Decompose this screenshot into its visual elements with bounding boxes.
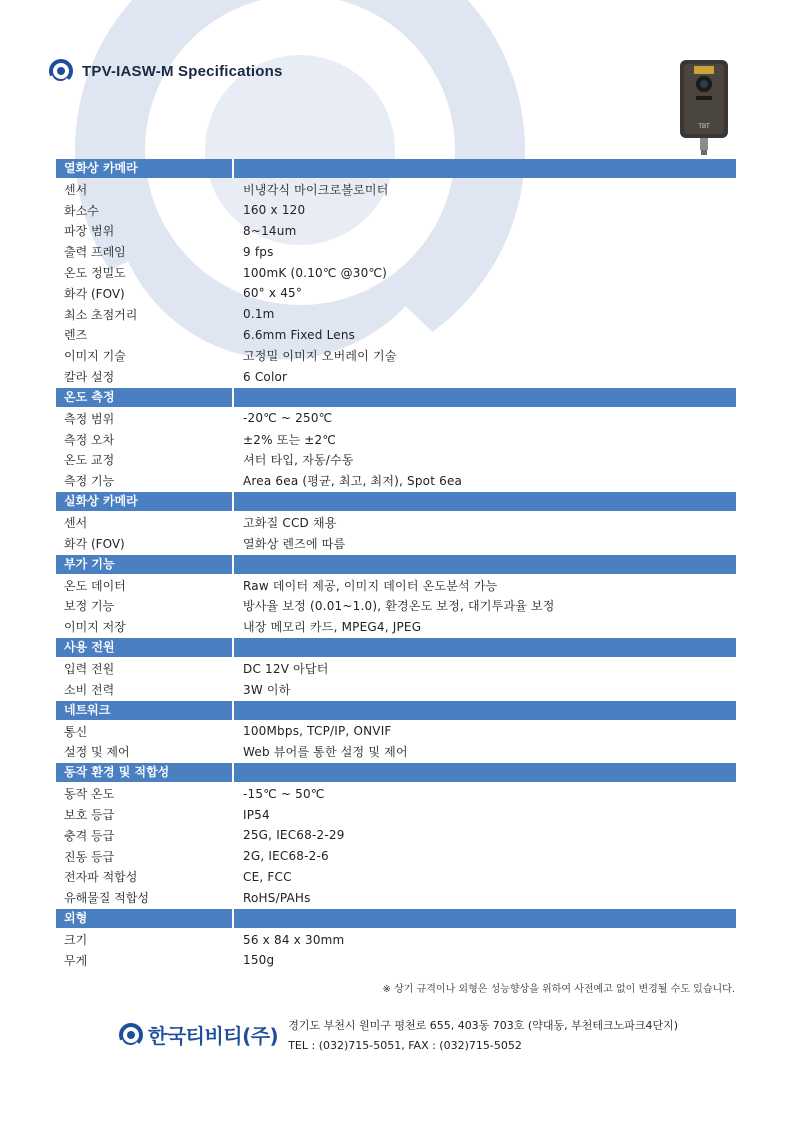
company-name: 한국티비티(주) (148, 1024, 279, 1048)
section-title: 사용 전원 (56, 638, 234, 657)
spec-row (56, 950, 736, 971)
company-address: 경기도 부천시 원미구 평천로 655, 403동 703호 (약대동, 부천테크노파크4단지) (288, 1019, 679, 1032)
section-header-fill (234, 492, 736, 511)
spec-value: Raw 데이터 제공, 이미지 데이터 온도분석 가능 (243, 578, 498, 593)
spec-row (56, 366, 736, 387)
spec-row (56, 450, 736, 471)
company-phone-fax: TEL : (032)715-5051, FAX : (032)715-5052 (288, 1039, 522, 1052)
section-header-fill (234, 388, 736, 407)
section-header-fill (234, 701, 736, 720)
page-header (48, 58, 283, 84)
spec-label: 렌즈 (64, 328, 88, 343)
camera-product-image (674, 58, 734, 158)
spec-label: 온도 데이터 (64, 578, 126, 593)
spec-label: 이미지 기술 (64, 349, 126, 364)
section-header (56, 159, 736, 178)
spec-row (56, 596, 736, 617)
spec-row (56, 846, 736, 867)
spec-label: 화각 (FOV) (64, 536, 125, 551)
spec-value: 9 fps (243, 244, 274, 259)
spec-value: 100Mbps, TCP/IP, ONVIF (243, 724, 392, 739)
section-header-fill (234, 763, 736, 782)
spec-label: 최소 초점거리 (64, 307, 138, 322)
spec-value: 100mK (0.10℃ @30℃) (243, 265, 387, 280)
spec-label: 보정 기능 (64, 599, 115, 614)
section-title: 동작 환경 및 적합성 (56, 763, 234, 782)
spec-label: 이미지 저장 (64, 620, 126, 635)
spec-row (56, 679, 736, 700)
section-header (56, 388, 736, 407)
company-logo-icon (48, 58, 74, 84)
page-title: TPV-IASW-M Specifications (82, 62, 283, 80)
section-title: 외형 (56, 909, 234, 928)
spec-value: -20℃ ~ 250℃ (243, 411, 333, 426)
spec-value: 내장 메모리 카드, MPEG4, JPEG (243, 620, 422, 635)
spec-value: 열화상 렌즈에 따름 (243, 536, 346, 551)
spec-label: 무게 (64, 953, 88, 968)
spec-label: 칼라 설정 (64, 370, 115, 385)
spec-value: 25G, IEC68-2-29 (243, 828, 345, 843)
section-header-fill (234, 159, 736, 178)
spec-value: 비냉각식 마이크로볼로미터 (243, 182, 389, 197)
section-header-fill (234, 638, 736, 657)
spec-row (56, 575, 736, 596)
spec-row (56, 179, 736, 200)
spec-value: CE, FCC (243, 869, 292, 884)
spec-label: 측정 범위 (64, 411, 115, 426)
spec-row (56, 512, 736, 533)
spec-label: 센서 (64, 516, 88, 531)
section-title: 열화상 카메라 (56, 159, 234, 178)
spec-row (56, 616, 736, 637)
spec-label: 화소수 (64, 203, 99, 218)
spec-label: 크기 (64, 933, 88, 947)
spec-label: 유해물질 적합성 (64, 891, 149, 906)
section-header (56, 638, 736, 657)
spec-label: 통신 (64, 724, 88, 739)
footer-company-logo (118, 1020, 278, 1049)
spec-value: 8~14um (243, 223, 297, 238)
spec-label: 온도 교정 (64, 453, 115, 468)
spec-row (56, 929, 736, 950)
section-title: 실화상 카메라 (56, 492, 234, 511)
spec-value: 고정밀 이미지 오버레이 기술 (243, 349, 397, 364)
spec-value: 0.1m (243, 307, 275, 322)
spec-label: 파장 범위 (64, 224, 115, 239)
spec-value: 6 Color (243, 369, 288, 384)
page-footer (118, 1016, 678, 1056)
spec-row (56, 200, 736, 221)
spec-value: 160 x 120 (243, 203, 306, 218)
spec-value: ±2% 또는 ±2℃ (243, 432, 337, 447)
spec-label: 전자파 적합성 (64, 870, 138, 885)
spec-row (56, 262, 736, 283)
spec-value: 셔터 타입, 자동/수동 (243, 453, 354, 468)
spec-row (56, 470, 736, 491)
spec-label: 측정 오차 (64, 432, 115, 447)
spec-label: 동작 온도 (64, 787, 115, 802)
spec-value: 방사율 보정 (0.01~1.0), 환경온도 보정, 대기투과율 보정 (243, 599, 555, 614)
spec-row (56, 221, 736, 242)
spec-row (56, 408, 736, 429)
spec-label: 입력 전원 (64, 662, 115, 677)
spec-label: 충격 등급 (64, 828, 115, 843)
spec-row (56, 533, 736, 554)
spec-label: 측정 기능 (64, 474, 115, 489)
spec-label: 센서 (64, 182, 88, 197)
spec-value: 150g (243, 953, 275, 968)
section-header-fill (234, 909, 736, 928)
spec-label: 설정 및 제어 (64, 745, 130, 760)
spec-value: DC 12V 아답터 (243, 662, 329, 677)
spec-value: 고화질 CCD 채용 (243, 516, 337, 531)
spec-row (56, 658, 736, 679)
spec-row (56, 887, 736, 908)
spec-label: 온도 정밀도 (64, 266, 126, 281)
section-header (56, 555, 736, 574)
section-header-fill (234, 555, 736, 574)
spec-label: 보호 등급 (64, 808, 115, 823)
spec-label: 화각 (FOV) (64, 286, 125, 301)
spec-value: 3W 이하 (243, 682, 291, 697)
disclaimer-note: ※ 상기 규격이나 외형은 성능향상을 위하여 사전예고 없이 변경될 수도 있습니다. (382, 984, 735, 995)
company-contact-block (288, 1016, 678, 1056)
device-brand-label: TBT (698, 124, 710, 130)
spec-label: 출력 프레임 (64, 245, 126, 260)
spec-value: -15℃ ~ 50℃ (243, 786, 325, 801)
spec-row (56, 867, 736, 888)
spec-row (56, 742, 736, 763)
spec-row (56, 783, 736, 804)
specification-table (56, 158, 736, 971)
spec-value: Area 6ea (평균, 최고, 최저), Spot 6ea (243, 474, 463, 489)
spec-row (56, 283, 736, 304)
company-logo-icon (118, 1022, 144, 1048)
spec-label: 진동 등급 (64, 849, 115, 864)
spec-row (56, 825, 736, 846)
spec-value: IP54 (243, 807, 270, 822)
spec-row (56, 345, 736, 366)
spec-value: Web 뷰어를 통한 설정 및 제어 (243, 745, 408, 760)
section-header (56, 492, 736, 511)
section-title: 온도 측정 (56, 388, 234, 407)
section-header (56, 701, 736, 720)
spec-value: 56 x 84 x 30mm (243, 932, 345, 947)
spec-value: 2G, IEC68-2-6 (243, 849, 329, 864)
section-header (56, 763, 736, 782)
spec-row (56, 804, 736, 825)
spec-row (56, 241, 736, 262)
section-title: 네트워크 (56, 701, 234, 720)
spec-row (56, 721, 736, 742)
spec-label: 소비 전력 (64, 682, 115, 697)
spec-value: 6.6mm Fixed Lens (243, 327, 356, 342)
spec-row (56, 429, 736, 450)
spec-row (56, 304, 736, 325)
spec-row (56, 325, 736, 346)
spec-value: 60° x 45° (243, 286, 303, 301)
section-title: 부가 기능 (56, 555, 234, 574)
section-header (56, 909, 736, 928)
spec-value: RoHS/PAHs (243, 890, 311, 905)
